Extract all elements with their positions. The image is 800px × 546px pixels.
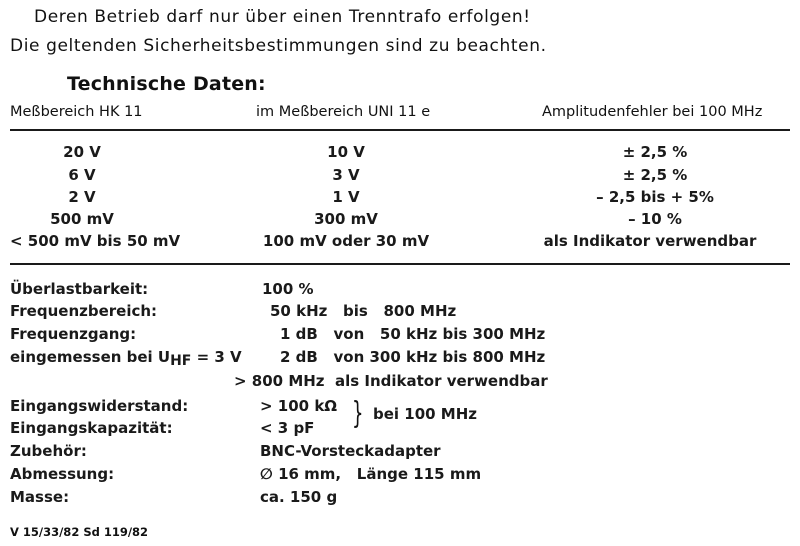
spec-label-eingemessen [10, 348, 242, 369]
table-bottom-divider [10, 263, 790, 265]
table-cell: < 500 mV bis 50 mV [10, 232, 181, 250]
table-header-amplitudenfehler: Amplitudenfehler bei 100 MHz [542, 104, 763, 120]
spec-label-frequenzgang: Frequenzgang: [10, 325, 137, 343]
table-cell: – 10 % [628, 210, 682, 228]
spec-label-widerstand: Eingangswiderstand: [10, 397, 189, 415]
table-header-uni11e: im Meßbereich UNI 11 e [256, 104, 431, 120]
spec-value-frequenzgang: 1 dB von 50 kHz bis 300 MHz [280, 325, 546, 343]
spec-value-masse: ca. 150 g [260, 488, 338, 506]
spec-value-abmessung: ∅ 16 mm, Länge 115 mm [260, 465, 482, 483]
spec-value-kapazitaet: < 3 pF [260, 419, 315, 437]
section-title: Technische Daten: [67, 73, 266, 95]
spec-value-frequenzbereich: 50 kHz bis 800 MHz [270, 302, 457, 320]
spec-value-eingemessen: 2 dB von 300 kHz bis 800 MHz [280, 348, 546, 366]
table-cell: ± 2,5 % [622, 166, 688, 184]
table-cell: 10 V [327, 143, 365, 161]
spec-value-ueberlast: 100 % [262, 280, 314, 298]
spec-value-zubehoer: BNC-Vorsteckadapter [260, 442, 441, 460]
spec-value-indikator: > 800 MHz als Indikator verwendbar [234, 372, 548, 390]
table-cell: ± 2,5 % [622, 143, 688, 161]
table-cell: 100 mV oder 30 mV [262, 232, 430, 250]
table-cell: 6 V [68, 166, 96, 184]
table-cell: 2 V [68, 188, 96, 206]
spec-label-ueberlast: Überlastbarkeit: [10, 280, 149, 298]
spec-label-masse: Masse: [10, 488, 70, 506]
table-header-hk11: Meßbereich HK 11 [10, 104, 143, 120]
spec-label-abmessung: Abmessung: [10, 465, 115, 483]
spec-label-kapazitaet: Eingangskapazität: [10, 419, 173, 437]
table-cell: 500 mV [50, 210, 114, 228]
intro-line-2: Die geltenden Sicherheitsbestimmungen sind zu beachten. [10, 36, 547, 56]
table-cell: 300 mV [314, 210, 378, 228]
spec-label-zubehoer: Zubehör: [10, 442, 87, 460]
intro-line-1: Deren Betrieb darf nur über einen Trenntrafo erfolgen! [34, 7, 531, 27]
spec-value-widerstand: > 100 kΩ [260, 397, 338, 415]
table-cell: 1 V [332, 188, 360, 206]
table-cell: 20 V [63, 143, 101, 161]
table-cell: als Indikator verwendbar [543, 232, 757, 250]
table-header-divider [10, 129, 790, 131]
table-cell: – 2,5 bis + 5% [596, 188, 714, 206]
eingemessen-subscript: HF [170, 353, 192, 369]
eingemessen-prefix: eingemessen bei U [10, 348, 171, 366]
eingemessen-suffix: = 3 V [191, 348, 242, 366]
spec-label-frequenzbereich: Frequenzbereich: [10, 302, 158, 320]
brace-note: bei 100 MHz [373, 405, 478, 423]
document-code: V 15/33/82 Sd 119/82 [10, 525, 149, 539]
table-cell: 3 V [332, 166, 360, 184]
right-brace-icon: } [352, 396, 364, 431]
